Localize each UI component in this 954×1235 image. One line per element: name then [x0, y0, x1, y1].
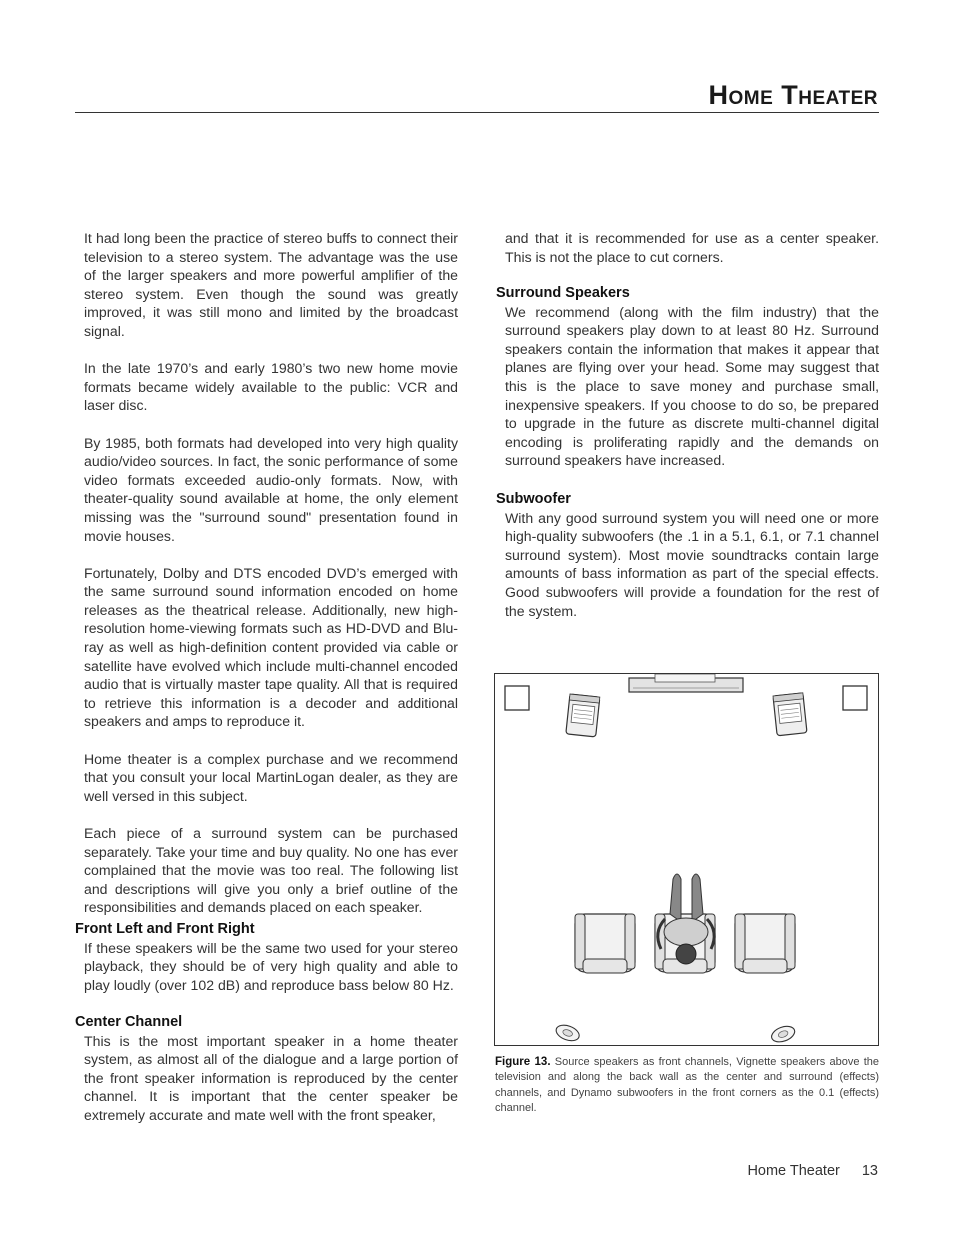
section-heading: Front Left and Front Right — [75, 921, 255, 937]
section-center — [75, 1013, 458, 1125]
page-number: 13 — [861, 1163, 878, 1179]
television-icon — [629, 674, 743, 692]
section-surround — [496, 284, 879, 470]
room-diagram-illustration — [495, 674, 878, 1045]
room-diagram — [494, 673, 879, 1046]
subwoofer-left — [505, 686, 529, 710]
surround-right-speaker-icon — [769, 1023, 796, 1044]
paragraph: It had long been the practice of stereo buffs to connect their television to a stereo system. The advantage was the use of the larger speakers and more powerful amplifier of the stereo system. Even though the sound was greatly improved, it was still mono and limited by the broadcast signal. — [84, 230, 458, 339]
figure-label: Figure 13. — [495, 1056, 551, 1068]
section-subwoofer — [496, 490, 879, 620]
paragraph: Fortunately, Dolby and DTS encoded DVD’s emerged with the same surround sound information encoded on home releases as the theatrical release. Additionally, new high-resolution home-viewing formats such as HD-DVD and Blu-ray as well as high-definition content provided via cable or satellite have evolved which include multi-channel encoded audio that is virtually master tape quality. All that is required to retrieve this information is a decoder and additional speakers and amps to reproduce it. — [84, 564, 458, 730]
front-right-speaker-icon — [773, 693, 807, 736]
header-rule — [75, 112, 879, 113]
subwoofer-right — [843, 686, 867, 710]
section-heading: Center Channel — [75, 1014, 183, 1030]
section-heading: Subwoofer — [496, 491, 571, 507]
surround-left-speaker-icon — [554, 1022, 581, 1043]
right-continued: and that it is recommended for use as a center speaker. This is not the place to cut corners. — [505, 230, 879, 265]
paragraph: In the late 1970’s and early 1980’s two new home movie formats became widely available to the public: VCR and laser disc. — [84, 360, 458, 414]
paragraph: Each piece of a surround system can be purchased separately. Take your time and buy quality. No one has ever complained that the movie was too real. The following list and descriptions will give you only a brief outline of the responsibilities and demands placed on each speaker. — [84, 825, 458, 916]
section-body: With any good surround system you will need one or more high-quality subwoofers (the .1 in a 5.1, 6.1, or 7.1 channel surround system). Most movie soundtracks contain large amounts of bass information as part of the special effects. Good subwoofers will provide a foundation for the rest of the system. — [505, 509, 879, 619]
footer-section: Home Theater — [747, 1163, 840, 1179]
armchair-right-icon — [735, 914, 795, 973]
paragraph: By 1985, both formats had developed into very high quality audio/video sources. In fact, the sonic performance of some video formats exceeded audio-only formats. Now, with theater-quality sound available at home, the only element missing was the "surround sound" presentation found in movie houses. — [84, 434, 458, 544]
figure-caption — [495, 1055, 879, 1117]
left-intro — [84, 229, 458, 936]
section-heading: Surround Speakers — [496, 285, 630, 301]
armchair-left-icon — [575, 914, 635, 973]
paragraph: Home theater is a complex purchase and we recommend that you consult your local MartinLogan dealer, as they are well versed in this subject. — [84, 750, 458, 804]
front-left-speaker-icon — [566, 694, 600, 737]
section-body: If these speakers will be the same two used for your stereo playback, they should be of very high quality and able to play loudly (over 102 dB) and reproduce bass below 80 Hz. — [84, 939, 458, 993]
section-front — [75, 920, 458, 994]
page-title: Home Theater — [708, 80, 878, 110]
section-body: We recommend (along with the film industry) that the surround speakers play down to at least 80 Hz. Surround speakers contain the information that makes it appear that planes are flying over your head. Some may suggest that this is the place to save money and purchase small, inexpensive speakers. If you choose to do so, be prepared to upgrade in the future as discrete multi-channel digital encoding is proliferating rapidly and the demands on surround speakers have increased. — [505, 303, 879, 469]
section-body: This is the most important speaker in a home theater system, as almost all of the dialogue and a large portion of the front speaker information is reproduced by the center channel. It is important that the center speaker be extremely accurate and mate well with the front speaker, — [84, 1032, 458, 1123]
page-footer — [747, 1163, 878, 1179]
figure-caption-text: Source speakers as front channels, Vignette speakers above the television and along the back wall as the center and surround (effects) channels, and Dynamo subwoofers in the front corners as the 0.1 (effects) channel. — [495, 1056, 879, 1115]
